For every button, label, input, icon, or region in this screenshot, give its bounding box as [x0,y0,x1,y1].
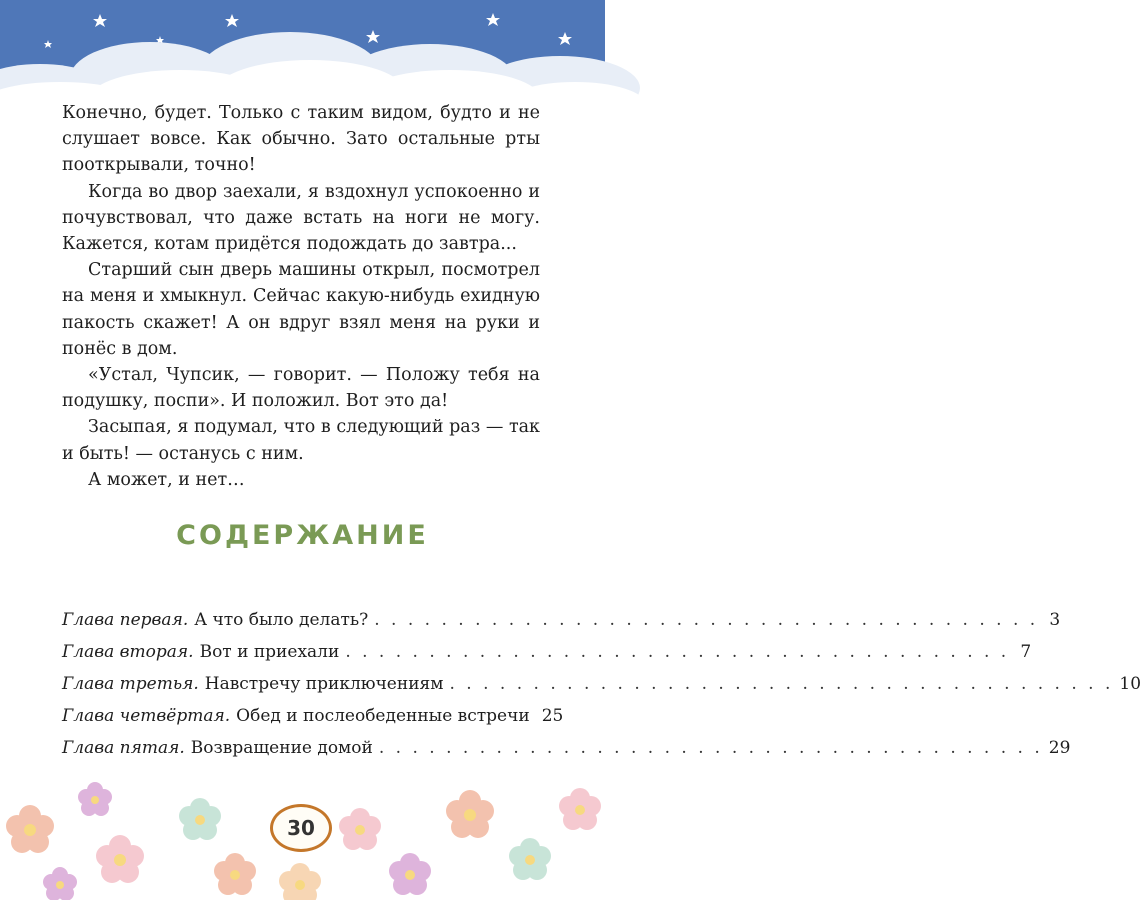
toc-heading: СОДЕРЖАНИЕ [176,520,429,551]
toc-chapter-label: Глава четвёртая. [62,706,231,726]
toc-chapter-label: Глава пятая. [62,738,185,758]
toc-page-number: 7 [1020,642,1032,662]
toc-chapter-title: Вот и приехали [199,642,340,662]
paragraph: Засыпая, я подумал, что в следующий раз — так и быть! — останусь с ним. [62,417,540,464]
toc-leader-dots: . . . . . . . . . . . . . . . . . . . . . . . . . . . . . . . . . . . . . . . . [345,642,1010,662]
toc-page-number: 10 [1119,674,1141,694]
table-of-contents [62,604,1141,764]
toc-entry[interactable] [62,668,1141,700]
toc-chapter-title: Обед и послеобеденные встречи [236,706,530,726]
toc-page-number: 3 [1049,610,1061,630]
toc-entry[interactable] [62,636,1032,668]
paragraph: Конечно, будет. Только с таким видом, будто и не слушает вовсе. Как обычно. Зато остальные рты пооткрывали, точно! [62,103,540,176]
toc-chapter-title: А что было делать? [194,610,369,630]
toc-leader-dots: . . . . . . . . . . . . . . . . . . . . . . . . . . . . . . . . . . . . . . . . [374,610,1039,630]
page-number-badge: 30 [270,804,332,852]
toc-chapter-title: Возвращение домой [190,738,373,758]
toc-chapter-title: Навстречу приключениям [204,674,444,694]
toc-chapter-label: Глава третья. [62,674,199,694]
toc-leader-dots: . . . . . . . . . . . . . . . . . . . . . . . . . . . . . . . . . . . . . . . . [378,738,1043,758]
toc-entry[interactable] [62,604,1061,636]
toc-chapter-label: Глава первая. [62,610,189,630]
toc-leader-dots: . . . . . . . . . . . . . . . . . . . . . . . . . . . . . . . . . . . . . . . . [449,674,1114,694]
paragraph: Когда во двор заехали, я вздохнул успокоенно и почувствовал, что даже встать на ноги не могу. Кажется, котам придётся подождать до завтра... [62,181,540,255]
toc-page-number: 29 [1048,738,1071,758]
toc-chapter-label: Глава вторая. [62,642,194,662]
toc-entry[interactable] [62,700,564,732]
paragraph: «Устал, Чупсик, — говорит. — Положу тебя на подушку, поспи». И положил. Вот это да! [62,365,540,412]
toc-page-number: 25 [541,706,564,726]
story-text [62,100,540,493]
paragraph: А может, и нет… [88,469,245,490]
paragraph: Старший сын дверь машины открыл, посмотрел на меня и хмыкнул. Сейчас какую-нибудь ехидную пакость скажет! А он вдруг взял меня на руки и понёс в дом. [62,260,540,359]
